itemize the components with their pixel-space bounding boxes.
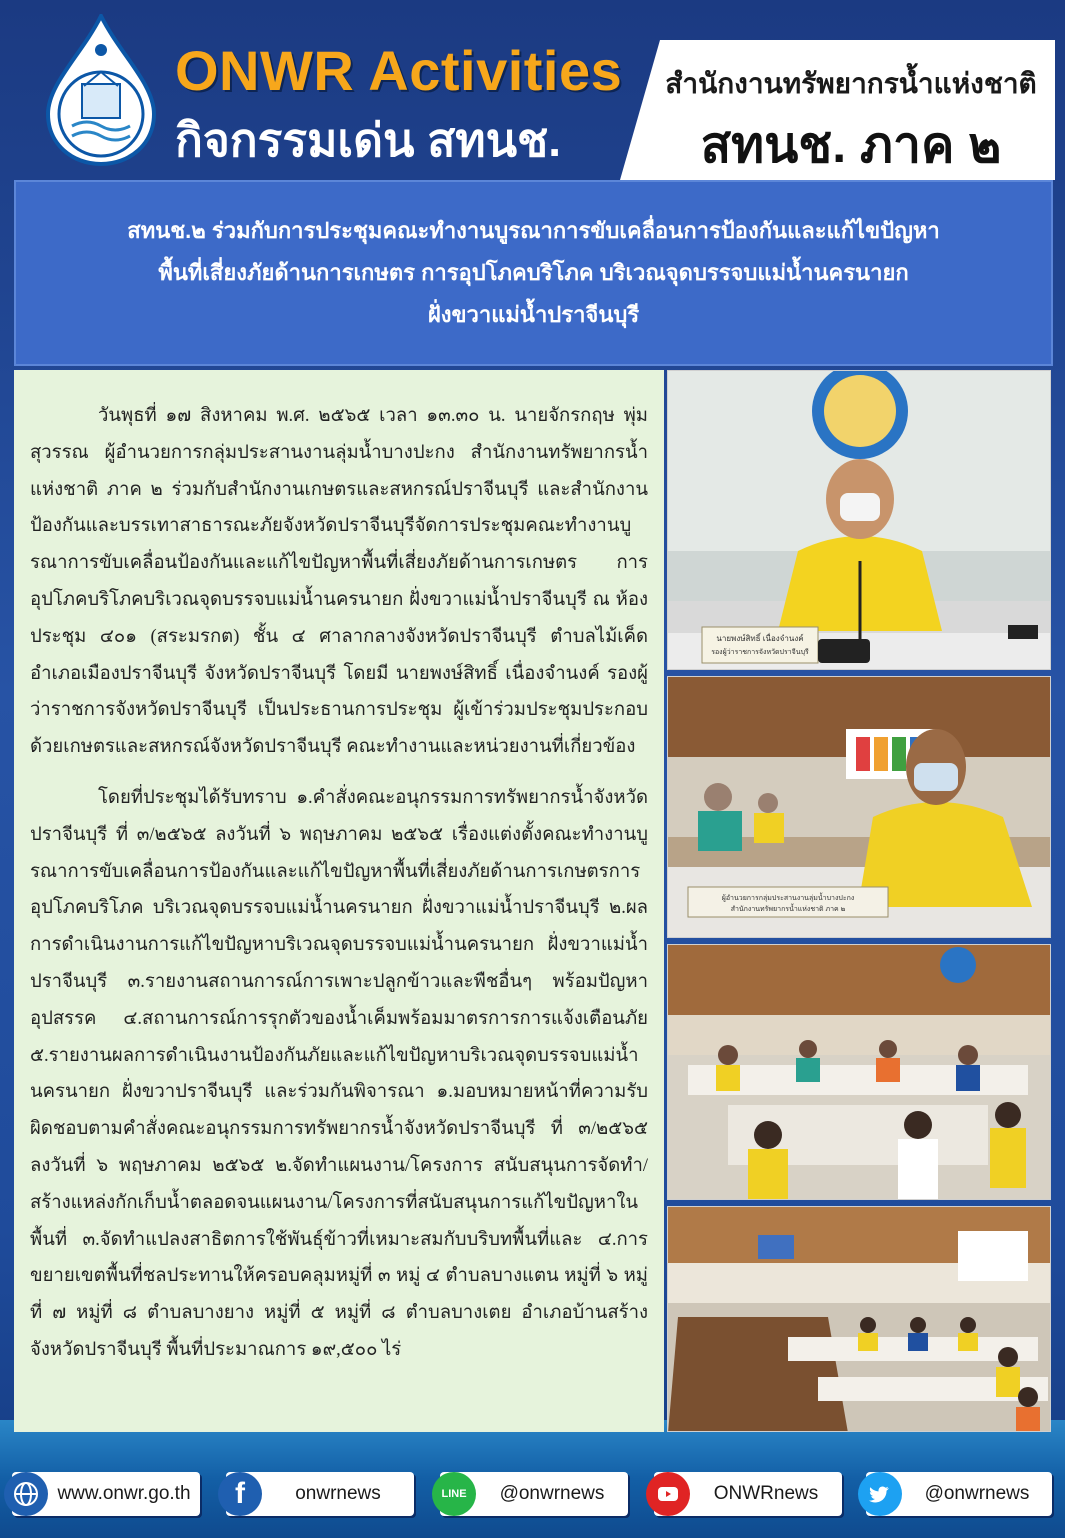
facebook-label: onwrnews	[295, 1483, 381, 1504]
headline-line: สทนช.๒ ร่วมกับการประชุมคณะทำงานบูรณาการขับเคลื่อนการป้องกันและแก้ไขปัญหา	[127, 218, 940, 243]
line-icon: LINE	[432, 1472, 476, 1516]
photo-meeting-room	[667, 944, 1051, 1200]
photo-chairman	[667, 370, 1051, 670]
region-title: สทนช. ภาค ๒	[700, 117, 1002, 173]
headline-line: ฝั่งขวาแม่น้ำปราจีนบุรี	[427, 302, 640, 327]
article-body	[14, 370, 664, 1432]
nameplate-text: สำนักงานทรัพยากรน้ำแห่งชาติ ภาค ๒	[730, 906, 846, 913]
title-thai: กิจกรรมเด่น สทนช.	[175, 114, 562, 166]
title-english: ONWR Activities	[175, 39, 623, 102]
line-link[interactable]	[440, 1472, 628, 1516]
article-paragraph: วันพุธที่ ๑๗ สิงหาคม พ.ศ. ๒๕๖๕ เวลา ๑๓.๓๐ น. นายจักรกฤษ พุ่มสุวรรณ ผู้อำนวยการกลุ่มประสานงานลุ่มน้ำบางปะกง สำนักงานทรัพยากรน้ำแห่งชาติ ภาค ๒ ร่วมกับสำนักงานเกษตรและสหกรณ์ปราจีนบุรี และสำนักงานป้องกันและบรรเทาสาธารณะภัยจังหวัดปราจีนบุรีจัดการประชุมคณะทำงานบูรณาการขับเคลื่อนป้องกันและแก้ไขปัญหาพื้นที่เสี่ยงภัยด้านการเกษตร การอุปโภคบริโภคบริเวณจุดบรรจบแม่น้ำนครนายก ฝั่งขวาแม่น้ำปราจีนบุรี ณ ห้องประชุม ๔๐๑ (สระมรกต) ชั้น ๔ ศาลากลางจังหวัดปราจีนบุรี ตำบลไม้เค็ด อำเภอเมืองปราจีนบุรี จังหวัดปราจีนบุรี โดยมี นายพงษ์สิทธิ์ เนื่องจำนงค์ รองผู้ว่าราชการจังหวัดปราจีนบุรี เป็นประธานการประชุม ผู้เข้าร่วมประชุมประกอบด้วยเกษตรและสหกรณ์จังหวัดปราจีนบุรี คณะทำงานและหน่วยงานที่เกี่ยวข้อง	[30, 406, 648, 758]
headline-line: พื้นที่เสี่ยงภัยด้านการเกษตร การอุปโภคบริโภค บริเวณจุดบรรจบแม่น้ำนครนายก	[158, 260, 909, 285]
youtube-link[interactable]	[654, 1472, 842, 1516]
org-name: สำนักงานทรัพยากรน้ำแห่งชาติ	[665, 68, 1037, 99]
facebook-icon: f	[218, 1472, 262, 1516]
onwr-seal-logo	[42, 14, 160, 166]
headline-box	[14, 180, 1053, 366]
facebook-link[interactable]	[226, 1472, 414, 1516]
twitter-link[interactable]	[866, 1472, 1052, 1516]
article-paragraph: โดยที่ประชุมได้รับทราบ ๑.คำสั่งคณะอนุกรรมการทรัพยากรน้ำจังหวัดปราจีนบุรี ที่ ๓/๒๕๖๕ ลงวันที่ ๖ พฤษภาคม ๒๕๖๕ เรื่องแต่งตั้งคณะทำงานบูรณาการขับเคลื่อนการป้องกันและแก้ไขปัญหาพื้นที่เสี่ยงภัยด้านการเกษตรการอุปโภคบริโภค บริเวณจุดบรรจบแม่น้ำนครนายก ฝั่งขวาแม่น้ำปราจีนบุรี ๒.ผลการดำเนินงานการแก้ไขปัญหาบริเวณจุดบรรจบแม่น้ำนครนายก ฝั่งขวาแม่น้ำปราจีนบุรี ๓.รายงานสถานการณ์การเพาะปลูกข้าวและพืชอื่นๆ พร้อมปัญหาอุปสรรค ๔.สถานการณ์การรุกตัวของน้ำเค็มพร้อมมาตรการการแจ้งเตือนภัย ๕.รายงานผลการดำเนินงานป้องกันภัยและแก้ไขปัญหาบริเวณจุดบรรจบแม่น้ำนครนายก ฝั่งขวาปราจีนบุรี และร่วมกันพิจารณา ๑.มอบหมายหน้าที่ความรับผิดชอบตามคำสั่งคณะอนุกรรมการทรัพยากรน้ำจังหวัดปราจีนบุรี ที่ ๓/๒๕๖๕ ลงวันที่ ๖ พฤษภาคม ๒๕๖๕ ๒.จัดทำแผนงาน/โครงการ สนับสนุนการจัดทำ/สร้างแหล่งกักเก็บน้ำตลอดจนแผนงาน/โครงการที่สนับสนุนการแก้ไขปัญหาในพื้นที่ ๓.จัดทำแปลงสาธิตการใช้พันธุ์ข้าวที่เหมาะสมกับบริบทพื้นที่และ ๔.การขยายเขตพื้นที่ชลประทานให้ครอบคลุมหมู่ที่ ๓ หมู่ ๔ ตำบลบางแตน หมู่ที่ ๖ หมู่ที่ ๗ หมู่ที่ ๘ ตำบลบางยาง หมู่ที่ ๕ หมู่ที่ ๘ ตำบลบางเตย อำเภอบ้านสร้าง จังหวัดปราจีนบุรี พื้นที่ประมาณการ ๑๙,๕๐๐ ไร่	[30, 787, 648, 1360]
youtube-icon	[646, 1472, 690, 1516]
photo-onwr-director	[667, 676, 1051, 938]
line-label: @onwrnews	[499, 1483, 605, 1504]
youtube-label: ONWRnews	[713, 1483, 819, 1504]
twitter-label: @onwrnews	[924, 1483, 1030, 1504]
website-link[interactable]	[12, 1472, 200, 1516]
social-footer	[0, 1472, 1065, 1522]
nameplate-text: ผู้อำนวยการกลุ่มประสานงานลุ่มน้ำบางปะกง	[721, 895, 855, 902]
globe-icon	[4, 1472, 48, 1516]
photo-meeting-hall	[667, 1206, 1051, 1432]
website-label: www.onwr.go.th	[57, 1483, 191, 1504]
twitter-icon	[858, 1472, 902, 1516]
nameplate-text: นายพงษ์สิทธิ์ เนื่องจำนงค์	[716, 634, 804, 643]
nameplate-text: รองผู้ว่าราชการจังหวัดปราจีนบุรี	[711, 649, 809, 656]
